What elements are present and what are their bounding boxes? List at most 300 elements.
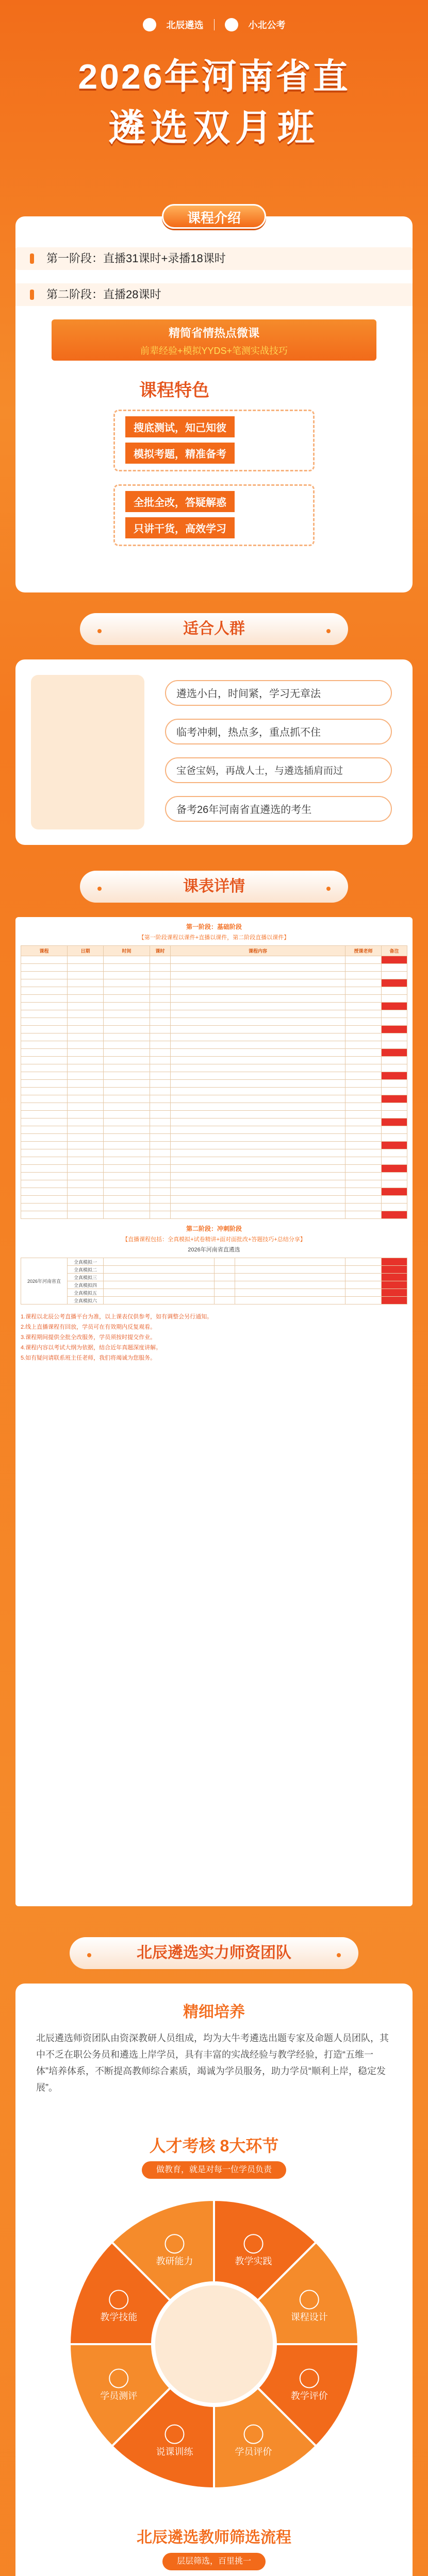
table-cell <box>104 1010 150 1018</box>
table-cell <box>104 1003 150 1010</box>
table-cell <box>345 972 382 979</box>
table-cell <box>382 1157 407 1165</box>
table-cell <box>150 1088 171 1095</box>
table-header: 授课老师 <box>345 946 382 956</box>
wheel-label: 说课训练 <box>156 2446 193 2457</box>
table-cell <box>21 1033 68 1041</box>
audience-item: 临考冲刺，热点多，重点抓不住 <box>165 719 392 744</box>
table-cell <box>104 987 150 995</box>
note-line: 3.课程期间提供全批全改服务，学员须按时提交作业。 <box>21 1334 156 1341</box>
table-row <box>21 1134 407 1142</box>
table-cell <box>104 1026 150 1033</box>
wheel-label: 课程设计 <box>290 2312 328 2323</box>
table-cell <box>68 956 104 964</box>
table-cell <box>21 1126 68 1134</box>
table-header: 日期 <box>68 946 104 956</box>
table-row: 全真模拟五 <box>21 1289 407 1297</box>
table-cell <box>150 1064 171 1072</box>
table-row <box>21 1041 407 1049</box>
table-cell <box>68 1149 104 1157</box>
table-cell <box>21 1057 68 1064</box>
table-cell <box>382 1118 407 1126</box>
table-cell <box>104 1134 150 1142</box>
table-row <box>21 1211 407 1219</box>
table-header: 课程内容 <box>171 946 345 956</box>
table-cell <box>150 1103 171 1111</box>
table-cell <box>345 1064 382 1072</box>
table-cell <box>345 1149 382 1157</box>
tagline-1: 精简省情热点微课 <box>168 327 259 340</box>
table-cell <box>104 1057 150 1064</box>
table-cell <box>150 1134 171 1142</box>
table-cell <box>21 1211 68 1219</box>
table-cell <box>345 1126 382 1134</box>
table-cell <box>345 1010 382 1018</box>
table-cell <box>68 1003 104 1010</box>
table-cell <box>382 1072 407 1080</box>
table-cell <box>104 1064 150 1072</box>
table-cell <box>345 1188 382 1196</box>
table-cell <box>150 1072 171 1080</box>
table-cell <box>104 1095 150 1103</box>
logo-text-1: 北辰遴选 <box>166 20 204 30</box>
table-row <box>21 1142 407 1149</box>
table-cell <box>21 1165 68 1173</box>
table-cell <box>68 1111 104 1118</box>
team-title: 北辰遴选实力师资团队 <box>70 1937 358 1969</box>
table-cell <box>104 964 150 972</box>
note-line: 5.如有疑问请联系班主任老师，我们将竭诚为您服务。 <box>21 1355 156 1361</box>
logo-icon <box>143 18 156 31</box>
table-cell <box>21 1095 68 1103</box>
table-cell <box>382 1026 407 1033</box>
table-row: 全真模拟二 <box>21 1266 407 1274</box>
table-row: 全真模拟四 <box>21 1281 407 1289</box>
wheel-label: 教研能力 <box>156 2256 193 2267</box>
table-cell <box>68 1188 104 1196</box>
table-cell <box>68 979 104 987</box>
schedule-table <box>21 945 407 1219</box>
schedule-card <box>15 917 413 1906</box>
table-row: 全真模拟六 <box>21 1297 407 1304</box>
table-cell <box>345 1080 382 1088</box>
table-cell <box>345 1157 382 1165</box>
table-cell <box>68 1095 104 1103</box>
table-cell <box>171 1064 345 1072</box>
table-cell <box>68 1157 104 1165</box>
table-cell <box>68 1126 104 1134</box>
table-cell <box>150 964 171 972</box>
table-cell <box>21 1049 68 1057</box>
table-cell <box>21 1080 68 1088</box>
table-cell <box>150 1080 171 1088</box>
page-title-1: 2026年河南省直 <box>78 57 350 96</box>
table-cell <box>68 1057 104 1064</box>
table-cell <box>382 1173 407 1180</box>
table-cell <box>345 1118 382 1126</box>
schedule-title: 课表详情 <box>80 871 348 903</box>
table-cell <box>382 1033 407 1041</box>
table-cell <box>21 1064 68 1072</box>
table-cell <box>171 1080 345 1088</box>
team-desc: 北辰遴选师资团队由资深教研人员组成，均为大牛考遴选出题专家及命题人员团队，其中不乏在职公务员和遴选上岸学员，具有丰富的实战经验与教学经验，打造“五维一体”培养体系，不断提高教师综合素质，竭诚为学员服务，助力学员“顺利上岸，稳定发展”。 <box>36 2033 389 2093</box>
table-cell <box>171 995 345 1003</box>
table-cell <box>21 1118 68 1126</box>
table-cell <box>21 964 68 972</box>
table-cell <box>104 1196 150 1204</box>
table-cell <box>21 1196 68 1204</box>
table-row <box>21 1003 407 1010</box>
table-row <box>21 1118 407 1126</box>
table-cell <box>382 1188 407 1196</box>
table-cell <box>150 1204 171 1211</box>
table-cell <box>171 1211 345 1219</box>
table-cell <box>171 1010 345 1018</box>
table-cell <box>21 1010 68 1018</box>
table-cell <box>104 956 150 964</box>
table-cell <box>21 1180 68 1188</box>
logo-text-2: 小北公考 <box>248 20 286 30</box>
talent-wheel <box>59 2190 369 2499</box>
table-cell <box>382 964 407 972</box>
table-row <box>21 1173 407 1180</box>
page-title-2: 遴选双月班 <box>108 108 320 149</box>
table-cell <box>345 1041 382 1049</box>
table-row <box>21 1149 407 1157</box>
table-cell <box>345 1196 382 1204</box>
table-cell <box>382 1111 407 1118</box>
table-cell <box>68 1010 104 1018</box>
table-cell <box>68 1211 104 1219</box>
table-cell <box>104 1204 150 1211</box>
table-header: 课程 <box>21 946 68 956</box>
table-cell <box>171 1142 345 1149</box>
table-cell <box>21 972 68 979</box>
team-section <box>0 1937 428 2576</box>
table-header-row <box>21 946 407 956</box>
table-cell <box>171 956 345 964</box>
table-cell <box>382 1018 407 1026</box>
table-cell <box>345 964 382 972</box>
table-cell <box>171 1018 345 1026</box>
wheel-center <box>155 2285 273 2403</box>
table-row <box>21 956 407 964</box>
table-cell <box>345 1018 382 1026</box>
schedule-mid-1: 第二阶段：冲刺阶段 <box>186 1225 242 1232</box>
table-row <box>21 1111 407 1118</box>
table-cell <box>171 964 345 972</box>
table-cell <box>68 1180 104 1188</box>
table-cell <box>21 995 68 1003</box>
table-cell <box>171 1095 345 1103</box>
table-cell <box>21 1026 68 1033</box>
table-cell <box>68 1173 104 1180</box>
table-cell <box>345 1180 382 1188</box>
note-line: 1.课程以北辰公考直播平台为准，以上课表仅供参考，如有调整会另行通知。 <box>21 1314 213 1320</box>
table-cell <box>104 1111 150 1118</box>
table-cell <box>104 1142 150 1149</box>
table-cell <box>21 987 68 995</box>
table-cell <box>104 1049 150 1057</box>
table-cell <box>150 1033 171 1041</box>
table-header: 备注 <box>382 946 407 956</box>
table-cell <box>104 1103 150 1111</box>
table-cell <box>68 1088 104 1095</box>
table-cell <box>104 1126 150 1134</box>
course-intro-card <box>15 210 413 592</box>
table-cell <box>345 1003 382 1010</box>
audience-item: 遴选小白，时间紧，学习无章法 <box>165 680 392 706</box>
table-cell <box>21 1204 68 1211</box>
audience-section <box>0 613 428 850</box>
table-cell <box>382 956 407 964</box>
table-row <box>21 1204 407 1211</box>
table-cell <box>345 1165 382 1173</box>
table-cell <box>382 995 407 1003</box>
schedule-mid-3: 2026年河南省直遴选 <box>188 1247 240 1253</box>
table-cell <box>382 1064 407 1072</box>
table-row <box>21 1049 407 1057</box>
table-cell <box>171 1103 345 1111</box>
features-box-2 <box>113 484 315 546</box>
table-row <box>21 1072 407 1080</box>
note-line: 2.线上直播课程有回放，学员可在有效期内反复观看。 <box>21 1324 156 1330</box>
table-cell <box>68 1103 104 1111</box>
table-cell <box>345 995 382 1003</box>
table-cell <box>68 964 104 972</box>
schedule-sub-2: 【第一阶段课程以课件+直播以课件，第二阶段直播以课件】 <box>138 935 290 941</box>
table-cell <box>21 1041 68 1049</box>
table-cell <box>104 1157 150 1165</box>
table-row <box>21 995 407 1003</box>
table-cell <box>171 1204 345 1211</box>
logo-bar <box>126 14 302 35</box>
table-cell <box>150 1026 171 1033</box>
table-cell <box>345 1211 382 1219</box>
table-cell <box>150 1196 171 1204</box>
table-cell <box>150 1188 171 1196</box>
table-row <box>21 1103 407 1111</box>
table-cell <box>150 995 171 1003</box>
table-cell <box>382 1080 407 1088</box>
schedule-table-2 <box>21 1258 407 1304</box>
table-cell <box>345 1204 382 1211</box>
table-cell <box>104 1033 150 1041</box>
features-title: 课程特色 <box>139 381 209 400</box>
tagline-box <box>52 319 376 361</box>
table-cell <box>171 1157 345 1165</box>
table-cell <box>68 1033 104 1041</box>
wheel-label: 教学技能 <box>100 2312 138 2323</box>
table-cell <box>150 1095 171 1103</box>
table-cell <box>21 1173 68 1180</box>
table-cell <box>104 1188 150 1196</box>
wheel-title: 人才考核 8大环节 <box>149 2137 279 2155</box>
table-header: 时间 <box>104 946 150 956</box>
table-cell <box>171 1165 345 1173</box>
table-cell <box>21 1142 68 1149</box>
table-cell <box>171 1111 345 1118</box>
table-cell <box>104 972 150 979</box>
audience-title: 适合人群 <box>80 613 348 645</box>
table-cell <box>382 979 407 987</box>
table-cell <box>150 1165 171 1173</box>
table-cell <box>104 1088 150 1095</box>
table-cell <box>21 1157 68 1165</box>
table-cell <box>150 1018 171 1026</box>
table-cell <box>150 972 171 979</box>
table-cell <box>104 1118 150 1126</box>
feature-1: 搜底测试，知己知彼 <box>125 416 235 437</box>
wheel-label: 学员评价 <box>235 2446 272 2457</box>
schedule-body <box>21 956 407 1219</box>
table-cell <box>150 1041 171 1049</box>
team-sub: 精细培养 <box>183 2004 245 2021</box>
table-cell <box>171 1196 345 1204</box>
table-cell <box>68 1165 104 1173</box>
note-line: 4.课程内容以考试大纲为依据，结合近年真题深度讲解。 <box>21 1345 162 1351</box>
table-row <box>21 1026 407 1033</box>
audience-item: 宝爸宝妈，再战人士，与遴选插肩而过 <box>165 757 392 783</box>
table-row <box>21 1088 407 1095</box>
table-row: 2026年河南省直 全真模拟一 <box>21 1258 407 1266</box>
table-cell <box>171 1149 345 1157</box>
table-cell <box>345 1057 382 1064</box>
table-row <box>21 1196 407 1204</box>
table-cell <box>104 1211 150 1219</box>
table-cell <box>21 1003 68 1010</box>
table-cell <box>104 1072 150 1080</box>
table-cell <box>21 979 68 987</box>
table-cell <box>150 1126 171 1134</box>
table-cell <box>382 1134 407 1142</box>
table-cell <box>171 1188 345 1196</box>
table-cell <box>68 1041 104 1049</box>
feature-4: 只讲干货，高效学习 <box>125 517 235 538</box>
logo-divider <box>214 19 215 30</box>
table-cell <box>345 1173 382 1180</box>
table-cell <box>150 1111 171 1118</box>
table-cell <box>382 1010 407 1018</box>
wheel-label: 教学评价 <box>290 2391 328 2401</box>
table-cell <box>382 1057 407 1064</box>
table-cell <box>104 1165 150 1173</box>
table-cell <box>382 1204 407 1211</box>
table-row <box>21 987 407 995</box>
table-cell <box>345 1134 382 1142</box>
table-cell <box>382 1041 407 1049</box>
table-cell <box>345 1033 382 1041</box>
table-cell <box>345 1103 382 1111</box>
table-cell <box>345 1142 382 1149</box>
table-cell <box>68 1026 104 1033</box>
table-cell <box>68 1196 104 1204</box>
audience-card <box>15 659 413 845</box>
table-row <box>21 1010 407 1018</box>
table-cell <box>150 1003 171 1010</box>
table-cell <box>104 1173 150 1180</box>
audience-item: 备考26年河南省直遴选的考生 <box>165 796 392 822</box>
table-header: 课时 <box>150 946 171 956</box>
stage-1: 第一阶段：直播31课时+录播18课时 <box>15 247 413 270</box>
table-cell <box>104 1018 150 1026</box>
table-row <box>21 1018 407 1026</box>
table-cell <box>171 1033 345 1041</box>
table-cell <box>150 1211 171 1219</box>
table-cell <box>68 1072 104 1080</box>
table-cell <box>150 1118 171 1126</box>
table-cell <box>150 1180 171 1188</box>
table-cell <box>21 1018 68 1026</box>
table-cell <box>171 1072 345 1080</box>
feature-3: 全批全改，答疑解惑 <box>125 491 235 512</box>
table-cell <box>68 1064 104 1072</box>
table-cell <box>150 1049 171 1057</box>
table-cell <box>68 1049 104 1057</box>
table-cell <box>68 1204 104 1211</box>
table-row: 全真模拟三 <box>21 1274 407 1281</box>
table-cell <box>171 1173 345 1180</box>
table-cell <box>382 1180 407 1188</box>
table-row <box>21 1033 407 1041</box>
table-cell <box>382 1165 407 1173</box>
table-row <box>21 1180 407 1188</box>
table-cell <box>382 1049 407 1057</box>
feature-2: 模拟考题，精准备考 <box>125 443 235 464</box>
flow-title: 北辰遴选教师筛选流程 <box>137 2529 291 2546</box>
table-cell <box>68 972 104 979</box>
table-row <box>21 964 407 972</box>
table-cell <box>382 1196 407 1204</box>
wheel-label: 教学实践 <box>235 2256 272 2267</box>
table-cell <box>345 1088 382 1095</box>
table-cell <box>171 979 345 987</box>
table-cell <box>171 1041 345 1049</box>
wheel-label: 学员测评 <box>100 2391 138 2401</box>
features-box-1 <box>113 410 315 471</box>
logo-icon-2 <box>225 18 238 31</box>
table-row <box>21 1157 407 1165</box>
table-cell <box>104 1149 150 1157</box>
table-cell <box>68 1142 104 1149</box>
stage-2: 第二阶段：直播28课时 <box>15 283 413 306</box>
table-cell <box>68 995 104 1003</box>
table-row <box>21 979 407 987</box>
table-row <box>21 1080 407 1088</box>
table-cell <box>382 1095 407 1103</box>
table-cell <box>382 1088 407 1095</box>
table-cell <box>150 1057 171 1064</box>
flow-sub: 层层筛选，百里挑一 <box>162 2553 266 2570</box>
table-cell <box>382 1003 407 1010</box>
table-cell <box>150 1157 171 1165</box>
table-cell <box>382 1149 407 1157</box>
table-cell <box>21 1134 68 1142</box>
table-cell <box>150 1149 171 1157</box>
audience-illustration <box>31 675 144 829</box>
table-cell <box>171 1003 345 1010</box>
table-cell <box>345 987 382 995</box>
schedule-notes <box>21 1312 407 1363</box>
table-cell <box>382 972 407 979</box>
table-cell <box>345 1026 382 1033</box>
table-cell <box>150 1173 171 1180</box>
table-cell <box>21 1103 68 1111</box>
table-cell <box>21 1072 68 1080</box>
table-cell <box>171 972 345 979</box>
table-cell <box>68 1080 104 1088</box>
table-cell <box>104 1080 150 1088</box>
